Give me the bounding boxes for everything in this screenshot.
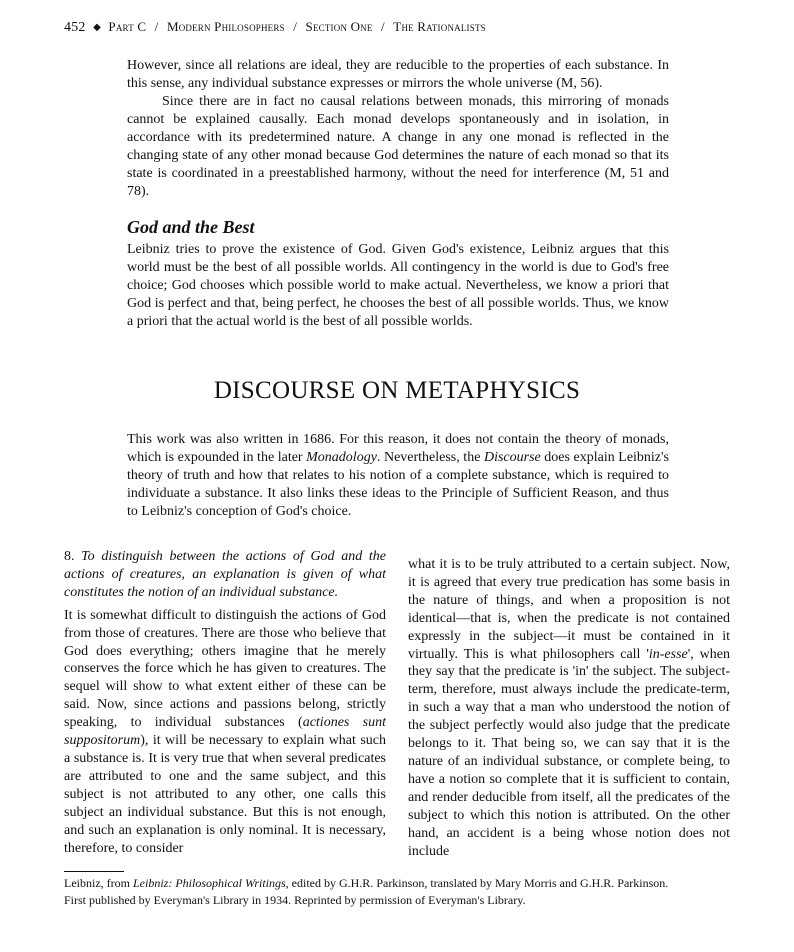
left-text-a: It is somewhat difficult to distinguish the actions of God from those of creatures. There are those who believe that God does everything; others imagine that he merely conserves the force which he has given to creatures. The sequel will show to what extent either of these can be said. Now, since actions and passions belong, strictly speaking, to individual substances (: [64, 607, 386, 731]
section-heading-god-and-the-best: God and the Best: [127, 217, 255, 237]
left-text-b: ), it will be necessary to explain what such a substance is. It is very true that when several predicates are attributed to one and the same subject, and this subject is not attributed to any other, one calls this subject an individual substance. But this is not enough, and such an explanation is only nominal. It is necessary, therefore, to consider: [64, 733, 386, 856]
intro-paragraph-2: Since there are in fact no causal relations between monads, this mirroring of monads cannot be explained causally. Each monad develops spontaneously and in isolation, in accordance with its predetermined nature. A change in any one monad is reflected in the changing state of any other monad because God determines the nature of each monad so that its state is coordinated in a preestablished harmony, without the need for interference (M, 51 and 78).: [127, 94, 669, 199]
footnote-rule: [64, 871, 124, 872]
header-section: Section One: [305, 19, 373, 34]
intro-text: [127, 57, 669, 201]
right-text-a: what it is to be truly attributed to a certain subject. Now, it is agreed that every true predication has some basis in the nature of things, and when a proposition is not identical—that is, when the predicate is not contained expressly in the subject—it must be contained in it virtually. This is what philosophers call ': [408, 557, 730, 662]
section-8-heading-text: To distinguish between the actions of God and the actions of creatures, an explanation is given of what constitutes the notion of an individual substance.: [64, 549, 386, 600]
in-esse-term: in-esse: [648, 646, 688, 662]
right-text-b: ', when they say that the predicate is 'in' the subject. The subject-term, therefore, must always include the predicate-term, in such a way that a man who understood the notion of the subject perfectly would also judge that the predicate belongs to it. That being so, we can say that it is the nature of an individual substance, or complete being, to have a notion so complete that it is sufficient to contain, and render deducible from itself, all the predicates of the subject to which this notion is attributed. On the other hand, an accident is a being whose notion does not include: [408, 646, 730, 859]
discourse-intro: [127, 431, 669, 521]
header-divider: /: [154, 19, 159, 34]
section-8-heading: [64, 548, 386, 602]
latin-phrase: actiones sunt suppositorum: [64, 715, 387, 749]
footnote-book-title: Leibniz: Philosophical Writings: [132, 876, 286, 890]
left-column: [64, 548, 386, 857]
header-part: Part C: [108, 19, 147, 34]
running-header: [64, 19, 486, 36]
header-chapter: The Rationalists: [393, 19, 486, 34]
right-column: [408, 556, 730, 860]
footnote-line-2: First published by Everyman's Library in 1934. Reprinted by permission of Everyman's Library.: [64, 893, 526, 907]
page-number: 452: [64, 20, 86, 35]
header-book-section: Modern Philosophers: [166, 19, 285, 34]
diamond-icon: ◆: [93, 22, 101, 33]
section-8-number: 8.: [64, 549, 82, 564]
discourse-title: DISCOURSE ON METAPHYSICS: [213, 377, 581, 404]
section-8-body-right: [408, 556, 730, 860]
monadology-title: Monadology: [306, 450, 377, 465]
footnote-line-1: [64, 875, 744, 892]
header-divider: /: [293, 19, 298, 34]
footnote-prefix: Leibniz, from: [64, 876, 133, 890]
intro-paragraph-1: However, since all relations are ideal, they are reducible to the properties of each substance. In this sense, any individual substance expresses or mirrors the whole universe (M, 56).: [127, 58, 669, 91]
footnote: [64, 875, 744, 909]
footnote-line-1-rest: , edited by G.H.R. Parkinson, translated by Mary Morris and G.H.R. Parkinson.: [285, 876, 669, 890]
discourse-intro-text-c: does explain Leibniz's theory of truth and how that relates to his notion of a complete substance, which is required to individuate a substance. It also links these ideas to the Principle of Sufficient Reason, and thus to Leibniz's conception of God's choice.: [127, 450, 669, 519]
discourse-intro-text-a: This work was also written in 1686. For this reason, it does not contain the theory of monads, which is expounded in the later: [127, 432, 669, 465]
discourse-intro-paragraph: [127, 431, 669, 521]
god-section-paragraph: Leibniz tries to prove the existence of God. Given God's existence, Leibniz argues that this world must be the best of all possible worlds. All contingency in the world is due to God's free choice; God chooses which possible world to make actual. Nevertheless, we know a priori that God is perfect and that, being perfect, he chooses the best of all possible worlds. Thus, we know a priori that the actual world is the best of all possible worlds.: [127, 242, 669, 329]
god-section-text: [127, 241, 669, 331]
discourse-book-title: Discourse: [483, 450, 541, 465]
section-8-body-left: [64, 607, 386, 858]
discourse-intro-text-b: . Nevertheless, the: [376, 450, 484, 465]
header-divider: /: [381, 19, 385, 34]
